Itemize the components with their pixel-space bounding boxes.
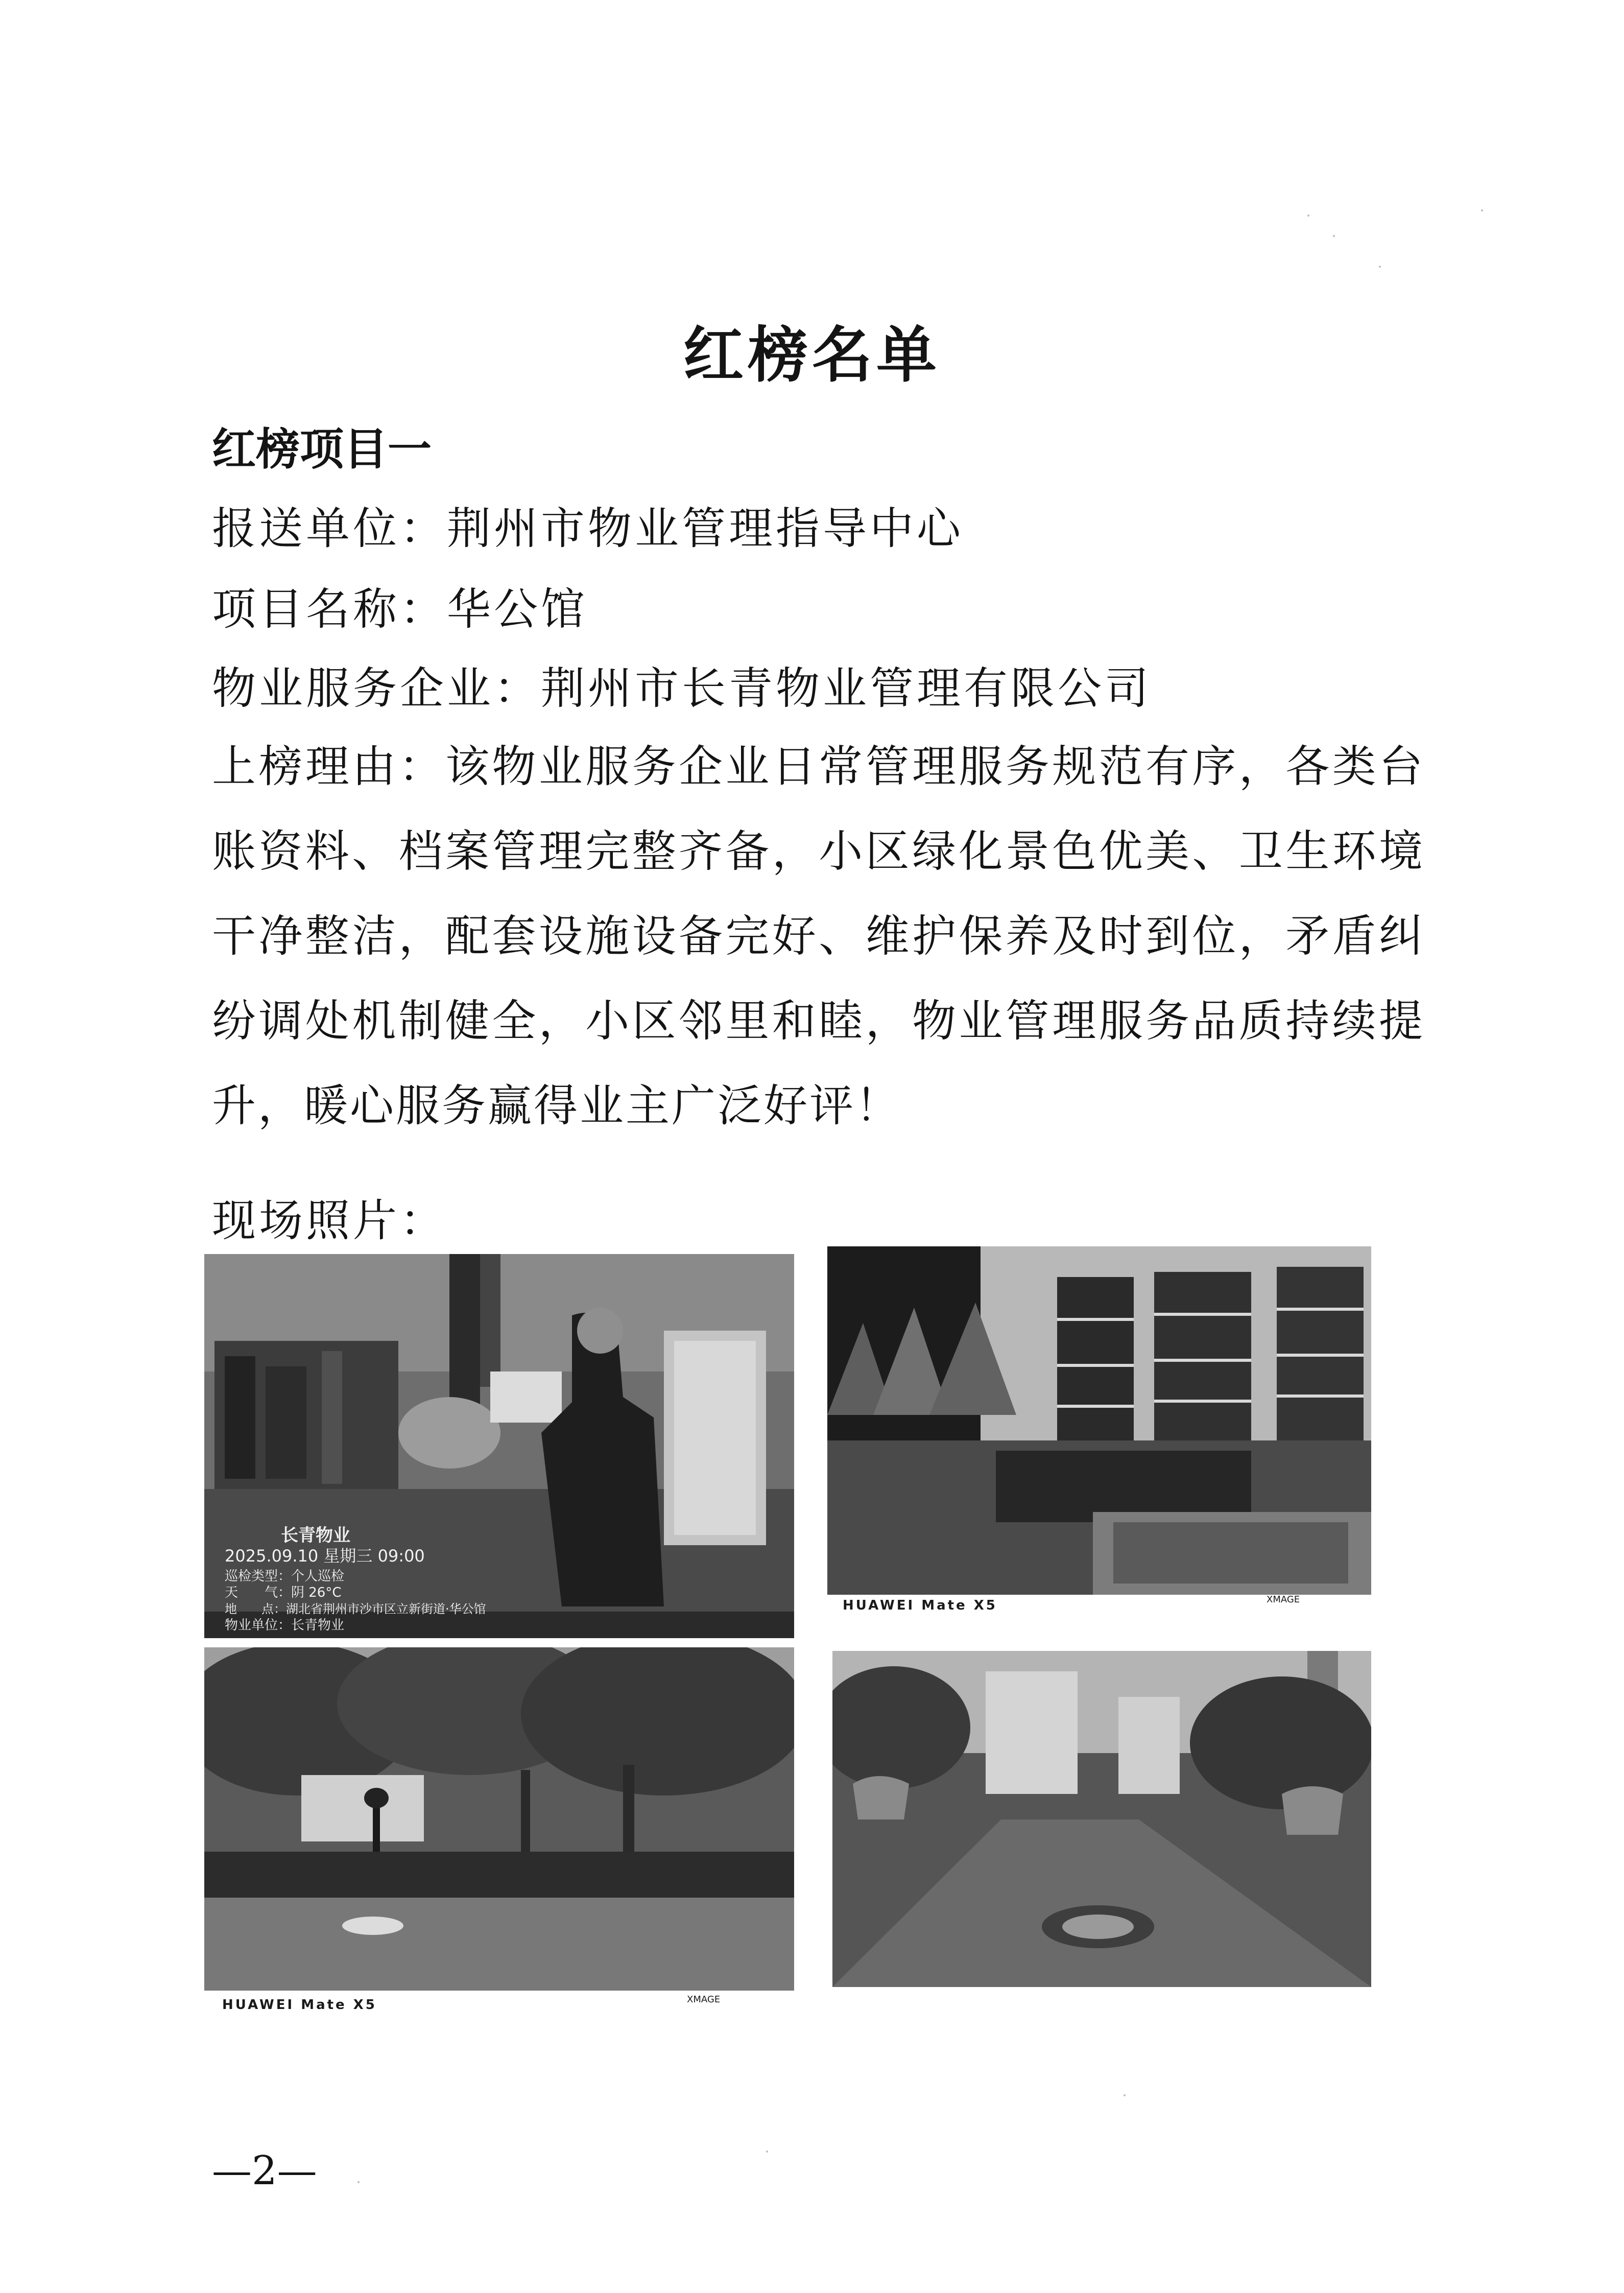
reason-text: 该物业服务企业日常管理服务规范有序，各类台账资料、档案管理完整齐备，小区绿化景色优美、卫生环境干净整洁，配套设施设备完好、维护保养及时到位，矛盾纠纷调处机制健全，小区邻里和睦，物业管理服务品质持续提升，暖心服务赢得业主广泛好评！ <box>212 741 1425 1131</box>
scan-speck <box>1481 209 1483 211</box>
photo-equipment-inspection <box>204 1254 794 1638</box>
photo-garden-trees-image <box>204 1647 794 1991</box>
photos-label: 现场照片： <box>212 1195 447 1246</box>
scan-speck <box>1307 215 1309 217</box>
page-number: —2— <box>212 2148 317 2194</box>
photo-archive-room <box>827 1246 1371 1595</box>
watermark-datetime: 2025.09.10 星期三 09:00 <box>225 1546 425 1566</box>
reporting-unit-value: 荆州市物业管理指导中心 <box>447 503 964 554</box>
camera-caption: HUAWEI Mate X5 <box>222 1997 377 2013</box>
scan-speck <box>766 2150 768 2153</box>
photo-courtyard-path <box>832 1651 1371 1987</box>
item-heading: 红榜项目一 <box>212 424 432 475</box>
reporting-unit-line <box>212 493 964 556</box>
reason-paragraph <box>212 724 1425 1148</box>
scan-speck <box>1124 2094 1126 2096</box>
property-company-value: 荆州市长青物业管理有限公司 <box>541 663 1152 714</box>
photo-courtyard-path-image <box>832 1651 1371 1987</box>
reason-label: 上榜理由： <box>212 741 445 792</box>
watermark-line1: 巡检类型：个人巡检 <box>225 1569 345 1584</box>
scan-speck <box>1333 235 1335 237</box>
project-name-line <box>212 574 588 637</box>
watermark-line3: 地 点：湖北省荆州市沙市区立新街道·华公馆 <box>225 1602 486 1616</box>
project-name-value: 华公馆 <box>447 584 588 635</box>
watermark-line2: 天 气：阴 26°C <box>225 1585 342 1600</box>
watermark-brand: 长青物业 <box>281 1525 350 1546</box>
document-title: 红榜名单 <box>683 319 941 390</box>
camera-caption: HUAWEI Mate X5 <box>843 1598 997 1613</box>
reporting-unit-label: 报送单位： <box>212 503 447 554</box>
watermark-line4: 物业单位：长青物业 <box>225 1618 345 1633</box>
property-company-line <box>212 653 1152 716</box>
scan-speck <box>1379 266 1381 268</box>
camera-mark: XMAGE <box>687 1994 721 2005</box>
property-company-label: 物业服务企业： <box>212 663 541 714</box>
scan-speck <box>357 2181 360 2183</box>
camera-mark: XMAGE <box>1267 1594 1300 1605</box>
photo-archive-room-image <box>827 1246 1371 1595</box>
project-name-label: 项目名称： <box>212 584 447 635</box>
photo-garden-trees <box>204 1647 794 1991</box>
